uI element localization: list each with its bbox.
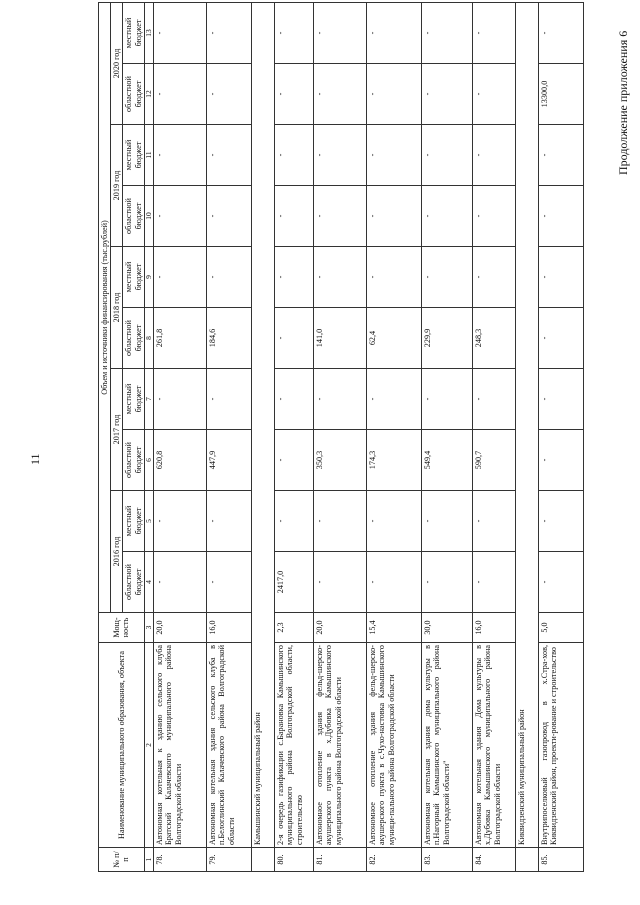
header-year-2018: 2018 год — [111, 247, 123, 369]
column-number: 10 — [144, 186, 153, 247]
group-row — [516, 2, 539, 871]
financing-table-sheet — [98, 2, 584, 872]
row-number-cell — [516, 848, 539, 872]
budget-value: - — [539, 308, 584, 369]
header-year-2019: 2019 год — [111, 125, 123, 247]
district-name: Камышинский муниципальный район — [252, 2, 275, 847]
row-number: 79. — [207, 848, 252, 872]
budget-value: 261,8 — [154, 308, 207, 369]
budget-value: - — [473, 369, 516, 430]
row-number-cell — [252, 848, 275, 872]
budget-value: - — [275, 247, 314, 308]
header-local-budget: местный бюджет — [123, 369, 144, 430]
budget-value: - — [207, 491, 252, 552]
budget-value: 620,8 — [154, 430, 207, 491]
header-local-budget: местный бюджет — [123, 247, 144, 308]
object-name: Автономное отопление здания фельд-шерско-акушерского пункта в с.Чухо-настовка Камышинского муници-пального района Волгоградской области — [367, 643, 422, 848]
budget-value: - — [422, 552, 473, 613]
budget-value: - — [154, 369, 207, 430]
budget-value: 13300,0 — [539, 64, 584, 125]
budget-value: - — [154, 491, 207, 552]
table-row — [473, 2, 516, 871]
budget-value: - — [314, 125, 367, 186]
header-regional-budget: областной бюджет — [123, 308, 144, 369]
budget-value: - — [367, 125, 422, 186]
budget-value: - — [275, 125, 314, 186]
row-number: 82. — [367, 848, 422, 872]
table-row — [314, 2, 367, 871]
budget-value: - — [207, 186, 252, 247]
budget-value: - — [367, 552, 422, 613]
budget-value: 229,9 — [422, 308, 473, 369]
capacity-value: 15,4 — [367, 613, 422, 643]
financing-table — [98, 2, 584, 872]
budget-value: - — [367, 491, 422, 552]
header-number: № п/п — [99, 848, 145, 872]
header-local-budget: местный бюджет — [123, 491, 144, 552]
budget-value: - — [314, 369, 367, 430]
district-name: Киквидзенский муниципальный район — [516, 2, 539, 847]
column-number: 5 — [144, 491, 153, 552]
capacity-value: 16,0 — [207, 613, 252, 643]
column-number: 13 — [144, 2, 153, 63]
row-number: 85. — [539, 848, 584, 872]
header-regional-budget: областной бюджет — [123, 64, 144, 125]
header-local-budget: местный бюджет — [123, 2, 144, 63]
budget-value: - — [473, 552, 516, 613]
row-number: 84. — [473, 848, 516, 872]
budget-value: 248,3 — [473, 308, 516, 369]
budget-value: - — [539, 552, 584, 613]
budget-value: - — [207, 369, 252, 430]
budget-value: 141,0 — [314, 308, 367, 369]
budget-value: - — [422, 2, 473, 63]
header-local-budget: местный бюджет — [123, 125, 144, 186]
budget-value: - — [473, 186, 516, 247]
row-number: 78. — [154, 848, 207, 872]
object-name: Автономная котельная здания Дома культуры в х.Дубовка Камышинского муниципального района Волгоградской области — [473, 643, 516, 848]
budget-value: - — [539, 247, 584, 308]
budget-value: - — [539, 125, 584, 186]
budget-value: - — [314, 491, 367, 552]
table-row — [207, 2, 252, 871]
column-number: 12 — [144, 64, 153, 125]
column-number: 6 — [144, 430, 153, 491]
budget-value: - — [539, 2, 584, 63]
budget-value: - — [473, 64, 516, 125]
table-body — [154, 2, 584, 871]
budget-value: - — [422, 491, 473, 552]
object-name: Автономное отопление здания фельд-шерско-акушерского пункта в х.Дубовка Камышинского муниципального района Волгоградской области — [314, 643, 367, 848]
budget-value: - — [154, 125, 207, 186]
budget-value: - — [207, 552, 252, 613]
budget-value: 549,4 — [422, 430, 473, 491]
budget-value: - — [154, 2, 207, 63]
header-year-2020: 2020 год — [111, 2, 123, 124]
column-number: 2 — [144, 643, 153, 848]
budget-value: - — [422, 186, 473, 247]
budget-value: - — [207, 64, 252, 125]
budget-value: 2417,0 — [275, 552, 314, 613]
object-name: Внутрипоселковый газопровод в х.Стра-хов, Киквидзенский район, проекти-рование и строительство — [539, 643, 584, 848]
budget-value: - — [207, 2, 252, 63]
budget-value: 350,3 — [314, 430, 367, 491]
budget-value: - — [275, 491, 314, 552]
table-row — [422, 2, 473, 871]
header-object-name: Наименование муниципального образования, объекта — [99, 643, 145, 848]
budget-value: - — [367, 2, 422, 63]
budget-value: - — [473, 125, 516, 186]
column-number-row — [144, 2, 153, 871]
capacity-value: 20,0 — [154, 613, 207, 643]
table-row — [539, 2, 584, 871]
header-financing: Объем и источники финансирования (тыс.рублей) — [99, 2, 111, 612]
object-name: Автономная котельная к зданию сельского клуба Братский Калачевского муниципального района Волгоградской области — [154, 643, 207, 848]
capacity-value: 30,0 — [422, 613, 473, 643]
budget-value: 62,4 — [367, 308, 422, 369]
budget-value: - — [422, 64, 473, 125]
object-name: Автономная котельная здания сельского клуба в п.Белоглинский Калачевского района Волгоградской области — [207, 643, 252, 848]
budget-value: - — [154, 64, 207, 125]
header-year-2017: 2017 год — [111, 369, 123, 491]
budget-value: - — [207, 247, 252, 308]
budget-value: - — [473, 247, 516, 308]
capacity-value: 5,0 — [539, 613, 584, 643]
budget-value: - — [367, 186, 422, 247]
budget-value: - — [473, 2, 516, 63]
budget-value: - — [367, 64, 422, 125]
budget-value: - — [314, 2, 367, 63]
column-number: 1 — [144, 848, 153, 872]
row-number: 80. — [275, 848, 314, 872]
budget-value: - — [422, 369, 473, 430]
budget-value: - — [207, 125, 252, 186]
capacity-value: 16,0 — [473, 613, 516, 643]
budget-value: - — [367, 247, 422, 308]
table-row — [367, 2, 422, 871]
budget-value: - — [314, 64, 367, 125]
budget-value: - — [367, 369, 422, 430]
column-number: 11 — [144, 125, 153, 186]
budget-value: - — [539, 430, 584, 491]
table-row — [154, 2, 207, 871]
column-number: 9 — [144, 247, 153, 308]
budget-value: 590,7 — [473, 430, 516, 491]
budget-value: 447,9 — [207, 430, 252, 491]
budget-value: - — [275, 369, 314, 430]
budget-value: 174,3 — [367, 430, 422, 491]
budget-value: - — [154, 186, 207, 247]
object-name: Автономная котельная здания дома культуры в п.Нагорный Камышинского муниципального района Волгоградской области" — [422, 643, 473, 848]
budget-value: - — [539, 491, 584, 552]
column-number: 7 — [144, 369, 153, 430]
header-regional-budget: областной бюджет — [123, 430, 144, 491]
capacity-value: 2,3 — [275, 613, 314, 643]
header-regional-budget: областной бюджет — [123, 186, 144, 247]
budget-value: - — [473, 491, 516, 552]
continuation-caption: Продолжение приложения 6 — [616, 30, 630, 175]
budget-value: - — [422, 247, 473, 308]
header-capacity: Мощ-ность — [99, 613, 145, 643]
object-name: 2-я очередь газификации с.Барановка Камышинского муниципального района Волгоградской области, строительство — [275, 643, 314, 848]
budget-value: - — [154, 552, 207, 613]
budget-value: 184,6 — [207, 308, 252, 369]
column-number: 8 — [144, 308, 153, 369]
row-number: 83. — [422, 848, 473, 872]
budget-value: - — [314, 186, 367, 247]
group-row — [252, 2, 275, 871]
capacity-value: 20,0 — [314, 613, 367, 643]
page-number: 11 — [28, 453, 42, 465]
column-number: 3 — [144, 613, 153, 643]
budget-value: - — [154, 247, 207, 308]
budget-value: - — [275, 308, 314, 369]
budget-value: - — [275, 186, 314, 247]
budget-value: - — [275, 64, 314, 125]
budget-value: - — [539, 186, 584, 247]
column-number: 4 — [144, 552, 153, 613]
budget-value: - — [314, 552, 367, 613]
header-regional-budget: областной бюджет — [123, 552, 144, 613]
budget-value: - — [422, 125, 473, 186]
table-row — [275, 2, 314, 871]
budget-value: - — [275, 2, 314, 63]
budget-value: - — [275, 430, 314, 491]
budget-value: - — [314, 247, 367, 308]
budget-value: - — [539, 369, 584, 430]
header-year-2016: 2016 год — [111, 491, 123, 613]
row-number: 81. — [314, 848, 367, 872]
